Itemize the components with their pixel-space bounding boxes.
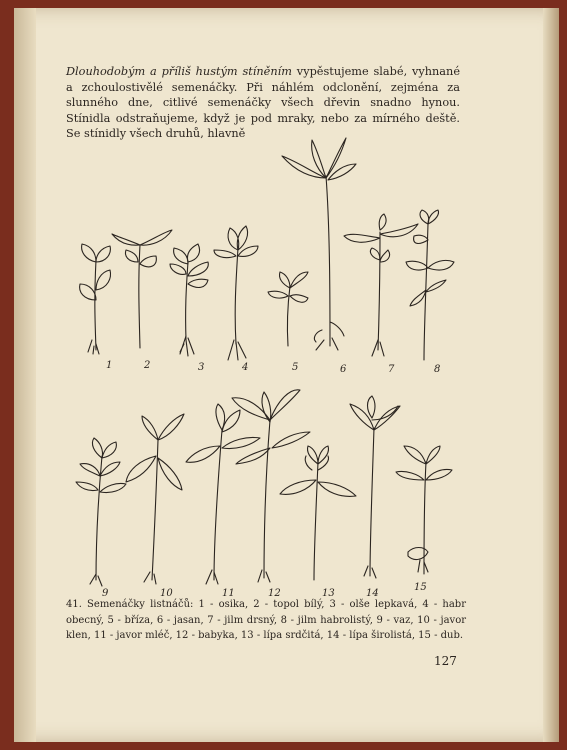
seedling-13 (280, 446, 356, 580)
fig-label-13: 13 (322, 588, 335, 599)
fig-label-15: 15 (414, 582, 427, 593)
fig-label-9: 9 (102, 588, 109, 599)
fig-label-2: 2 (144, 360, 151, 371)
seedling-6 (282, 138, 356, 350)
fig-label-7: 7 (388, 364, 395, 375)
seedling-4 (214, 226, 258, 360)
fig-label-14: 14 (366, 588, 379, 599)
fig-label-12: 12 (268, 588, 281, 599)
paragraph-text: vypěstujeme slabé, vyhnané a zchoulostivělé semenáčky. Při náhlém odclonění, zejména za slunného dne, citlivé semenáčky všech dřevin snadno hynou. Stínidla odstraňujeme, když je pod mraky, nebo za mírného deště. Se stínidly všech druhů, hlavně (66, 65, 460, 141)
figure-caption (66, 597, 466, 644)
seedling-14 (350, 396, 400, 578)
seedling-5 (268, 272, 308, 346)
seedling-3 (170, 244, 208, 356)
page-number: 127 (434, 654, 457, 668)
seedling-9 (76, 438, 126, 586)
fig-label-5: 5 (292, 362, 299, 373)
fig-label-8: 8 (434, 364, 441, 375)
seedling-1 (80, 244, 111, 354)
seedling-8 (406, 210, 454, 360)
fig-label-4: 4 (242, 362, 249, 373)
seedling-2 (112, 230, 172, 348)
seedling-10 (126, 414, 184, 584)
fig-label-10: 10 (160, 588, 173, 599)
seedling-11 (186, 404, 260, 584)
seedling-12 (232, 390, 310, 582)
fig-label-11: 11 (222, 588, 235, 599)
fig-label-3: 3 (198, 362, 205, 373)
fig-label-6: 6 (340, 364, 347, 375)
fig-label-1: 1 (106, 360, 113, 371)
caption-text: Semenáčky listnáčů: 1 - osika, 2 - topol bílý, 3 - olše lepkavá, 4 - habr obecný, 5 - bříza, 6 - jasan, 7 - jilm drsný, 8 - jilm habrolistý, 9 - vaz, 10 - javor klen, 11 - javor mléč, 12 - babyka, 13 - lípa srdčitá, 14 - lípa širolistá, 15 - dub. (66, 599, 466, 641)
italic-lead: Dlouhodobým a příliš hustým stíněním (66, 65, 292, 78)
caption-number: 41. (66, 599, 82, 610)
seedling-15 (396, 446, 452, 574)
seedling-7 (344, 214, 418, 356)
